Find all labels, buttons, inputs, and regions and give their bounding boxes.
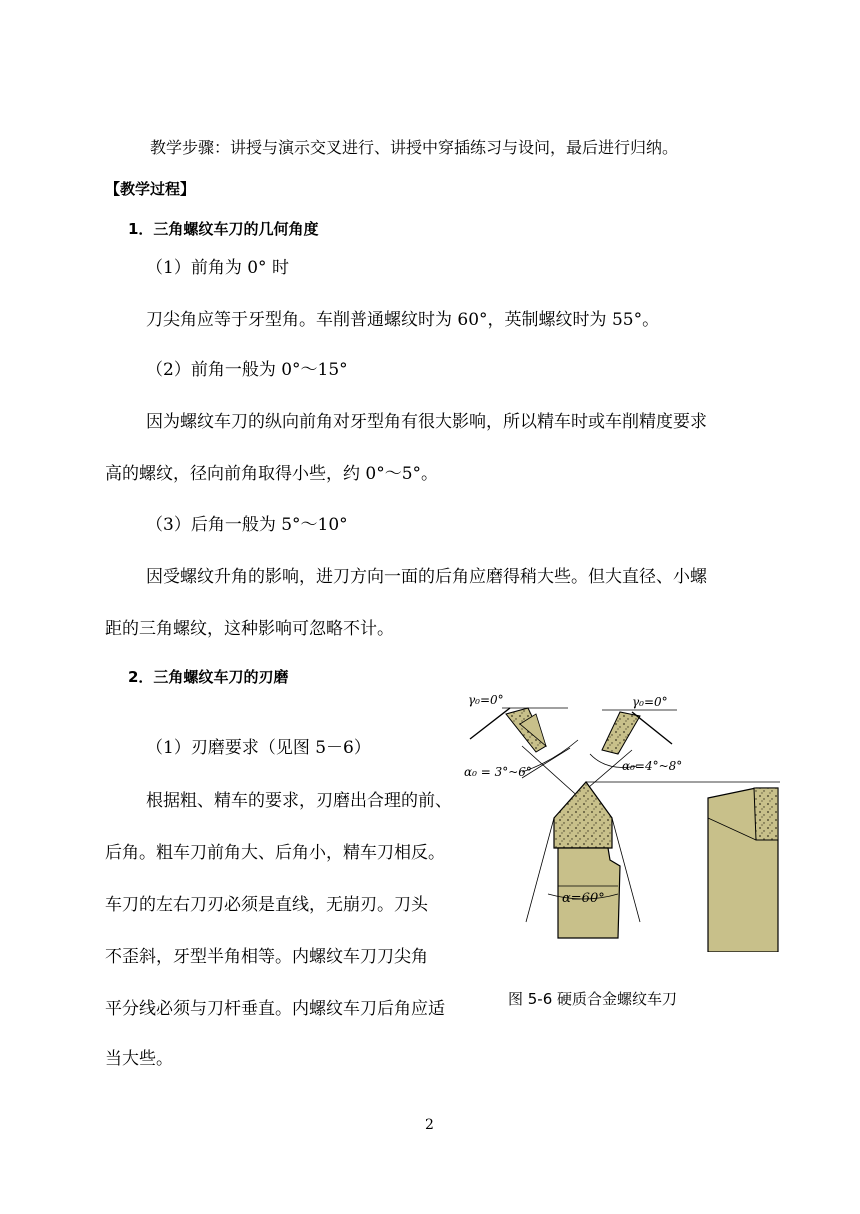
section1-sub3-line2: 距的三角螺纹，这种影响可忽略不计。	[105, 619, 394, 639]
alpha-left-label: α₀ = 3°~6°	[464, 765, 532, 779]
section1-title: 1．三角螺纹车刀的几何角度	[128, 220, 319, 238]
section1-sub3-title: （3）后角一般为 5°～10°	[146, 515, 348, 535]
section2-line-1: 根据粗、精车的要求，刃磨出合理的前、	[146, 791, 452, 811]
section1-sub2-line1: 因为螺纹车刀的纵向前角对牙型角有很大影响，所以精车时或车削精度要求	[146, 412, 707, 432]
page-number: 2	[425, 1117, 434, 1133]
tip-angle-label: α=60°	[562, 891, 605, 906]
alpha-right-label: α₀=4°~8°	[622, 759, 683, 773]
process-heading: 【教学过程】	[105, 180, 196, 198]
section2-line-6: 当大些。	[105, 1049, 173, 1069]
thread-tool-figure	[462, 690, 782, 952]
section1-sub2-line2: 高的螺纹，径向前角取得小些，约 0°～5°。	[105, 464, 439, 484]
side-view-tool	[708, 788, 778, 952]
section1-sub1-title: （1）前角为 0° 时	[146, 258, 289, 278]
main-tool	[526, 782, 640, 938]
right-rake-detail	[602, 710, 677, 754]
section2-line-3: 车刀的左右刀刃必须是直线，无崩刃。刀头	[105, 895, 428, 915]
section2-line-4: 不歪斜，牙型半角相等。内螺纹车刀刀尖角	[105, 947, 428, 967]
intro-text: 教学步骤：讲授与演示交叉进行、讲授中穿插练习与设问，最后进行归纳。	[150, 138, 679, 157]
figure-caption: 图 5-6 硬质合金螺纹车刀	[508, 990, 678, 1008]
gamma-left-label: γ₀=0°	[468, 693, 504, 707]
section1-sub2-title: （2）前角一般为 0°～15°	[146, 360, 348, 380]
section2-title: 2．三角螺纹车刀的刃磨	[128, 668, 289, 686]
section2-line-2: 后角。粗车刀前角大、后角小，精车刀相反。	[105, 843, 445, 863]
left-rake-detail	[470, 708, 568, 752]
section1-sub1-text: 刀尖角应等于牙型角。车削普通螺纹时为 60°，英制螺纹时为 55°。	[146, 310, 660, 330]
section2-line-5: 平分线必须与刀杆垂直。内螺纹车刀后角应适	[105, 999, 445, 1019]
section2-sub1-title: （1）刃磨要求（见图 5－6）	[146, 738, 371, 758]
section1-sub3-line1: 因受螺纹升角的影响，进刀方向一面的后角应磨得稍大些。但大直径、小螺	[146, 567, 707, 587]
gamma-right-label: γ₀=0°	[632, 695, 668, 709]
